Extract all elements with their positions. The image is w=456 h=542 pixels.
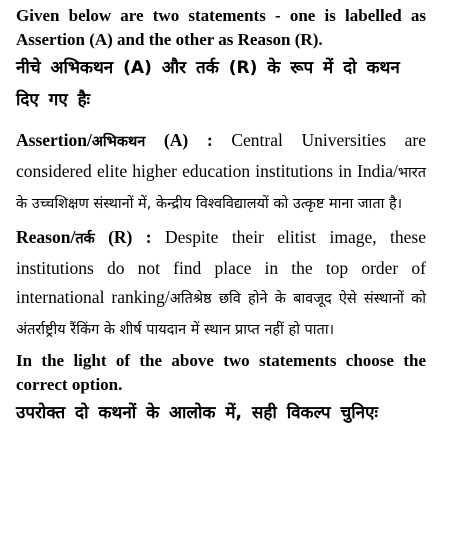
- assertion-text-english: Central Universities are considered elite higher education institutions in India/: [16, 130, 426, 181]
- assertion-label: [16, 130, 231, 150]
- intro-instruction-hindi: नीचे अभिकथन (A) और तर्क (R) के रूप में दो कथन दिए गए हैः: [16, 58, 400, 110]
- reason-statement: [16, 223, 426, 345]
- reason-text-english: Despite their elitist image, these institutions do not find place in the top order of international ranking/: [16, 227, 426, 307]
- reason-label: [16, 227, 165, 247]
- outro-instruction-english: In the light of the above two statements choose the correct option.: [16, 351, 426, 394]
- outro-instruction-hindi: उपरोक्त दो कथनों के आलोक में, सही विकल्प चुनिएः: [16, 403, 378, 423]
- intro-instruction-english: Given below are two statements - one is labelled as Assertion (A) and the other as Reason (R).: [16, 6, 426, 49]
- assertion-statement: [16, 126, 426, 219]
- assertion-text-hindi: भारत के उच्चशिक्षण संस्थानों में, केन्द्रीय विश्वविद्यालयों को उत्कृष्ट माना जाता है।: [16, 165, 426, 212]
- assertion-label-hindi: अभिकथन: [91, 134, 146, 150]
- question-block: [16, 4, 426, 429]
- assertion-label-tag: (A) :: [145, 130, 232, 150]
- reason-text-hindi: अतिश्रेष्ठ छवि होने के बावजूद ऐसे संस्थानों को अंतर्राष्ट्रीय रैंकिंग के शीर्ष पायदान में स्थान प्राप्त नहीं हो पाता।: [16, 291, 426, 338]
- reason-label-hindi: तर्क: [75, 231, 95, 247]
- reason-label-tag: (R) :: [94, 227, 165, 247]
- reason-label-english: Reason/: [16, 227, 76, 247]
- assertion-label-english: Assertion/: [16, 130, 92, 150]
